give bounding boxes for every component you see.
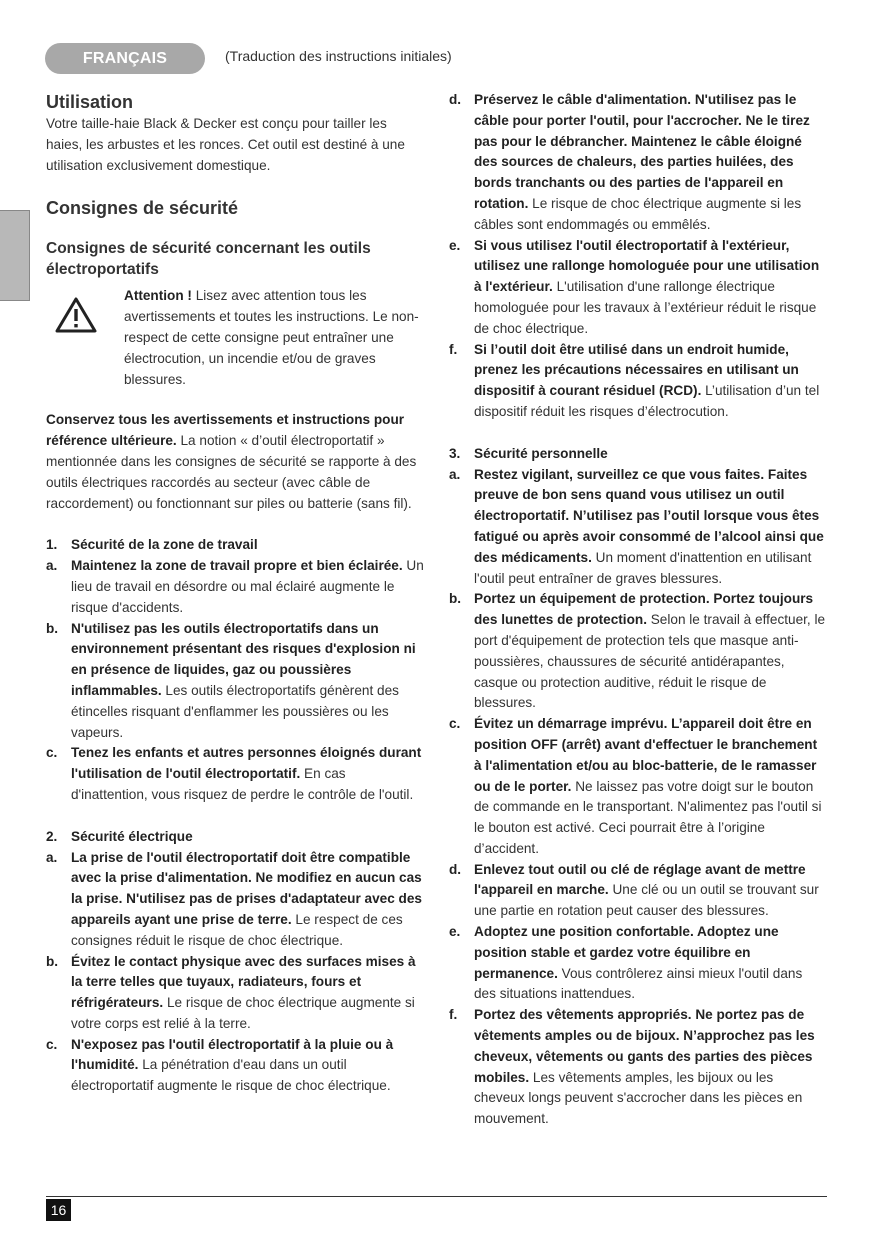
list-item — [449, 922, 827, 1005]
item-text — [474, 589, 827, 714]
list-item — [449, 860, 827, 922]
item-bold: N'exposez pas l'outil électroportatif à la pluie ou à l'humidité. — [71, 1036, 394, 1073]
item-bold: Évitez le contact physique avec des surfaces mises à la terre telles que tuyaux, radiateurs, fours et réfrigérateurs. — [71, 953, 416, 1011]
warning-text — [124, 286, 424, 390]
item-text — [474, 922, 827, 1005]
item-body: Le risque de choc électrique augmente si votre corps est relié à la terre. — [71, 995, 415, 1031]
list-item — [46, 952, 424, 1035]
item-bold: N'utilisez pas les outils électroportatifs dans un environnement présentant des risques d'explosion ni en présence de liquides, gaz ou poussières inflammables. — [71, 620, 416, 698]
safety-subheading: Consignes de sécurité concernant les outils électroportatifs — [46, 240, 371, 279]
item-body: Les outils électroportatifs génèrent des étincelles risquant d'enflammer les poussières ou les vapeurs. — [71, 682, 399, 740]
section-2-heading — [46, 827, 424, 848]
list-item — [449, 465, 827, 590]
item-letter: c. — [449, 716, 461, 732]
item-letter: d. — [449, 861, 462, 877]
item-letter: a. — [449, 466, 461, 482]
item-bold: Si l’outil doit être utilisé dans un endroit humide, prenez les précautions nécessaires en utilisant un dispositif à courant résiduel (RCD). — [474, 341, 799, 399]
item-bold: La prise de l'outil électroportatif doit être compatible avec la prise d'alimentation. Ne modifiez en aucun cas la prise. N'utilisez pas de prises d'adaptateur avec des appareils ayant une prise de terre. — [71, 849, 422, 927]
item-letter: b. — [46, 620, 59, 636]
right-column — [449, 90, 827, 1130]
item-bold: Maintenez la zone de travail propre et bien éclairée. — [71, 558, 403, 574]
item-letter: c. — [46, 745, 58, 761]
safety-heading: Consignes de sécurité — [46, 198, 239, 219]
item-bold: Portez des vêtements appropriés. Ne portez pas de vêtements amples ou de bijoux. N’approchez pas les cheveux, vêtements ou gants des parties des pièces mobiles. — [474, 1007, 815, 1085]
item-bold: Tenez les enfants et autres personnes éloignés durant l'utilisation de l'outil électroportatif. — [71, 745, 422, 782]
item-text — [71, 952, 424, 1035]
item-body: L’utilisation d’un tel dispositif réduit les risques d’électrocution. — [474, 383, 820, 419]
item-letter: a. — [46, 849, 58, 865]
item-letter: a. — [46, 558, 58, 574]
list-item — [46, 743, 424, 805]
usage-text: Votre taille-haie Black & Decker est conçu pour tailler les haies, les arbustes et les ronces. Cet outil est destiné à une utilisation exclusivement domestique. — [46, 116, 405, 173]
section-title: Sécurité électrique — [71, 828, 193, 844]
item-body: Selon le travail à effectuer, le port d'équipement de protection tels que masque anti-poussières, chaussures de sécurité antidérapantes, casque ou protection auditive, réduit le risque de blessures. — [474, 612, 826, 711]
list-item — [449, 1005, 827, 1130]
item-body: Le risque de choc électrique augmente si les câbles sont endommagés ou emmêlés. — [474, 195, 802, 232]
keep-instructions — [46, 410, 424, 514]
section-2-list-continued — [449, 90, 827, 423]
usage-heading: Utilisation — [46, 92, 134, 112]
item-bold: Adoptez une position confortable. Adoptez une position stable et gardez votre équilibre en permanence. — [474, 924, 779, 981]
item-bold: Portez un équipement de protection. Portez toujours des lunettes de protection. — [474, 591, 814, 628]
item-bold: Évitez un démarrage imprévu. L’appareil doit être en position OFF (arrêt) avant d'effectuer le branchement à l'alimentation et/ou au bloc-batterie, de le ramasser ou de le porter. — [474, 716, 818, 794]
item-letter: f. — [449, 341, 458, 357]
language-tab: FRANÇAIS — [45, 43, 205, 74]
item-text — [474, 714, 827, 860]
item-letter: e. — [449, 924, 461, 940]
side-thumb-tab — [0, 210, 30, 301]
item-body: Vous contrôlerez ainsi mieux l'outil dans des situations inattendues. — [474, 965, 803, 1002]
section-title: Sécurité de la zone de travail — [71, 537, 258, 553]
section-3-list — [449, 465, 827, 1131]
item-bold: Préservez le câble d'alimentation. N'utilisez pas le câble pour porter l'outil, pour l'accrocher. Ne le tirez pas pour le débrancher. Maintenez le câble éloigné des sources de chaleurs, des parties huilées, des bords tranchants ou des parties de l'appareil en rotation. — [474, 92, 810, 211]
keep-body: La notion « d’outil électroportatif » mentionnée dans les consignes de sécurité se rapporte à des outils électriques raccordés au secteur (avec câble de raccordement) ou fonctionnant sur piles ou batterie (sans fil). — [46, 433, 417, 511]
keep-bold: Conservez tous les avertissements et instructions pour référence ultérieure. — [46, 412, 405, 449]
item-body: Ne laissez pas votre doigt sur le bouton de commande en le transportant. N'alimentez pas l'outil si le bouton est activé. Ceci pourrait être à l’origine d’accident. — [474, 778, 822, 856]
list-item — [46, 848, 424, 952]
item-body: L'utilisation d'une rallonge électrique homologuée pour les travaux à l’extérieur réduit le risque de choc électrique. — [474, 279, 817, 336]
item-text — [71, 1035, 424, 1097]
warning-triangle-icon — [46, 286, 124, 390]
item-text — [474, 1005, 827, 1130]
item-body: Le respect de ces consignes réduit le risque de choc électrique. — [71, 911, 403, 948]
item-text — [474, 90, 827, 236]
item-bold: Restez vigilant, surveillez ce que vous faites. Faites preuve de bon sens quand vous utilisez un outil électroportatif. N’utilisez pas l’outil lorsque vous êtes fatigué ou après avoir consommé de l’alcool ainsi que des médicaments. — [474, 466, 824, 565]
section-1-heading — [46, 535, 424, 556]
section-title: Sécurité personnelle — [474, 445, 608, 461]
item-text — [474, 340, 827, 423]
translation-note: (Traduction des instructions initiales) — [225, 48, 452, 64]
item-text — [71, 743, 424, 805]
list-item — [449, 90, 827, 236]
list-item — [449, 589, 827, 714]
item-text — [474, 860, 827, 922]
list-item — [46, 556, 424, 618]
item-bold: Si vous utilisez l'outil électroportatif à l'extérieur, utilisez une rallonge homologuée pour une utilisation à l'extérieur. — [474, 237, 820, 295]
item-text — [71, 619, 424, 744]
item-body: La pénétration d'eau dans un outil électroportatif augmente le risque de choc électrique. — [71, 1057, 391, 1094]
list-item — [46, 619, 424, 744]
left-column — [46, 90, 424, 1097]
section-3-heading — [449, 444, 827, 465]
item-text — [71, 848, 424, 952]
list-item — [449, 714, 827, 860]
section-1-list — [46, 556, 424, 806]
list-item — [449, 340, 827, 423]
list-item — [46, 1035, 424, 1097]
footer-divider — [46, 1196, 827, 1197]
section-2-list — [46, 848, 424, 1098]
item-body: Une clé ou un outil se trouvant sur une partie en rotation peut causer des blessures. — [474, 882, 819, 919]
section-number: 1. — [46, 537, 58, 553]
item-letter: b. — [449, 591, 462, 607]
item-text — [474, 236, 827, 340]
warning-block — [46, 286, 424, 390]
item-letter: e. — [449, 237, 461, 253]
item-body: Un moment d'inattention en utilisant l'outil peut entraîner de graves blessures. — [474, 549, 812, 586]
page-number: 16 — [46, 1199, 71, 1221]
list-item — [449, 236, 827, 340]
item-body: Un lieu de travail en désordre ou mal éclairé augmente le risque d'accidents. — [71, 558, 424, 615]
item-letter: f. — [449, 1007, 458, 1023]
item-letter: d. — [449, 92, 462, 107]
item-body: Les vêtements amples, les bijoux ou les cheveux longs peuvent s'accrocher dans les pièces en mouvement. — [474, 1069, 803, 1127]
warning-bold: Attention ! — [124, 288, 192, 304]
warning-body: Lisez avec attention tous les avertissements et toutes les instructions. Le non-respect de cette consigne peut entraîner une électrocution, un incendie et/ou de graves blessures. — [124, 288, 419, 387]
item-body: En cas d'inattention, vous risquez de perdre le contrôle de l'outil. — [71, 766, 414, 802]
item-bold: Enlevez tout outil ou clé de réglage avant de mettre l'appareil en marche. — [474, 861, 806, 898]
section-number: 3. — [449, 445, 461, 461]
item-text — [71, 556, 424, 618]
item-letter: c. — [46, 1036, 58, 1052]
item-letter: b. — [46, 953, 59, 969]
section-number: 2. — [46, 828, 58, 844]
item-text — [474, 465, 827, 590]
